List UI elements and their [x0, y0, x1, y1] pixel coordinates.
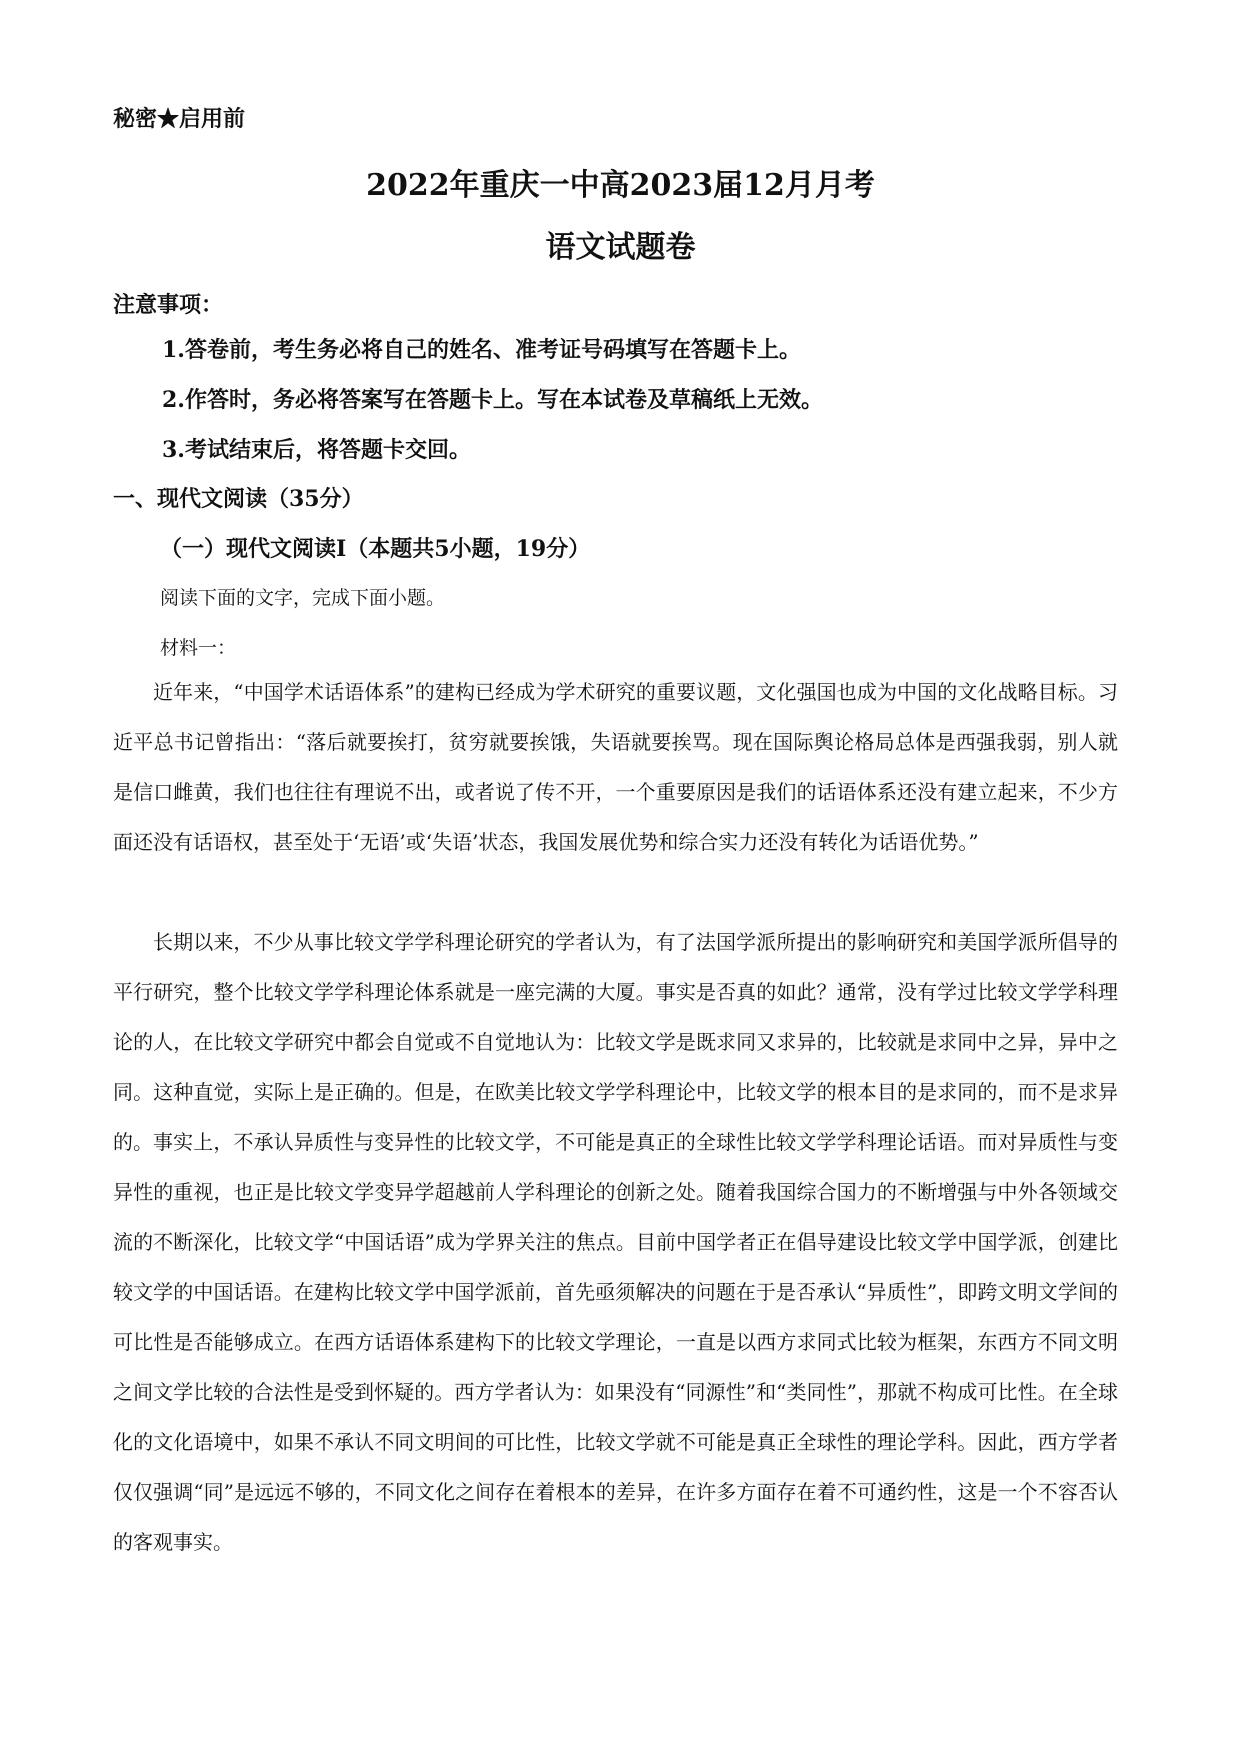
confidential-mark: 秘密★启用前 — [113, 106, 246, 132]
notice-item: 2.作答时，务必将答案写在答题卡上。写在本试卷及草稿纸上无效。 — [162, 387, 823, 413]
body-paragraph: 近年来，“中国学术话语体系”的建构已经成为学术研究的重要议题，文化强国也成为中国的文化战略目标。习近平总书记曾指出：“落后就要挨打，贫穷就要挨饿，失语就要挨骂。现在国际舆论格局总体是西强我弱，别人就是信口雌黄，我们也往往有理说不出，或者说了传不开，一个重要原因是我们的话语体系还没有建立起来，不少方面还没有话语权，甚至处于‘无语’或‘失语’状态，我国发展优势和综合实力还没有转化为话语优势。” — [113, 680, 1118, 854]
notice-item: 1.答卷前，考生务必将自己的姓名、准考证号码填写在答题卡上。 — [162, 337, 801, 363]
notice-item: 3.考试结束后，将答题卡交回。 — [162, 437, 471, 463]
subsection-heading: （一）现代文阅读Ⅰ（本题共5小题，19分） — [160, 536, 591, 562]
material-label: 材料一： — [160, 637, 237, 659]
exam-subtitle: 语文试题卷 — [545, 230, 696, 265]
body-paragraph: 长期以来，不少从事比较文学学科理论研究的学者认为，有了法国学派所提出的影响研究和美国学派所倡导的平行研究，整个比较文学学科理论体系就是一座完满的大厦。事实是否真的如此？通常，没有学过比较文学学科理论的人，在比较文学研究中都会自觉或不自觉地认为：比较文学是既求同又求异的，比较就是求同中之异，异中之同。这种直觉，实际上是正确的。但是，在欧美比较文学学科理论中，比较文学的根本目的是求同的，而不是求异的。 — [113, 930, 1118, 1154]
section-heading: 一、现代文阅读（35分） — [113, 486, 364, 512]
exam-title: 2022年重庆一中高2023届12月月考 — [366, 168, 875, 203]
reading-instruction: 阅读下面的文字，完成下面小题。 — [160, 587, 446, 609]
body-paragraph: 事实上，不承认异质性与变异性的比较文学，不可能是真正的全球性比较文学学科理论话语。而对异质性与变异性的重视，也正是比较文学变异学超越前人学科理论的创新之处。随着我国综合国力的不断增强与中外各领域交流的不断深化，比较文学“中国话语”成为学界关注的焦点。目前中国学者正在倡导建设比较文学中国学派，创建比较文学的中国话语。在建构比较文学中国学派前，首先亟须解决的问题在于是否承认“异质性”，即跨文明文学间的可比性是否能够成立。在西方话语体系建构下的比较文学理论，一直是以西方求同式比较为框架，东西方不同文明之间文学比较的合法性是受到怀疑的。西方学者认为：如果没有“同源性”和“类同性”，那就不构成可比性。在全球化的文化语境中，如果不承认不同文明间的可比性，比较文学就不可能是真正全球性的理论学科。因此，西方学者仅仅强调“同”是远远不够的，不同文化之间存在着根本的差异，在许多方面存在着不可通约性，这是一个不容否认的客观事实。 — [113, 1130, 1118, 1554]
notice-heading: 注意事项： — [113, 292, 224, 318]
